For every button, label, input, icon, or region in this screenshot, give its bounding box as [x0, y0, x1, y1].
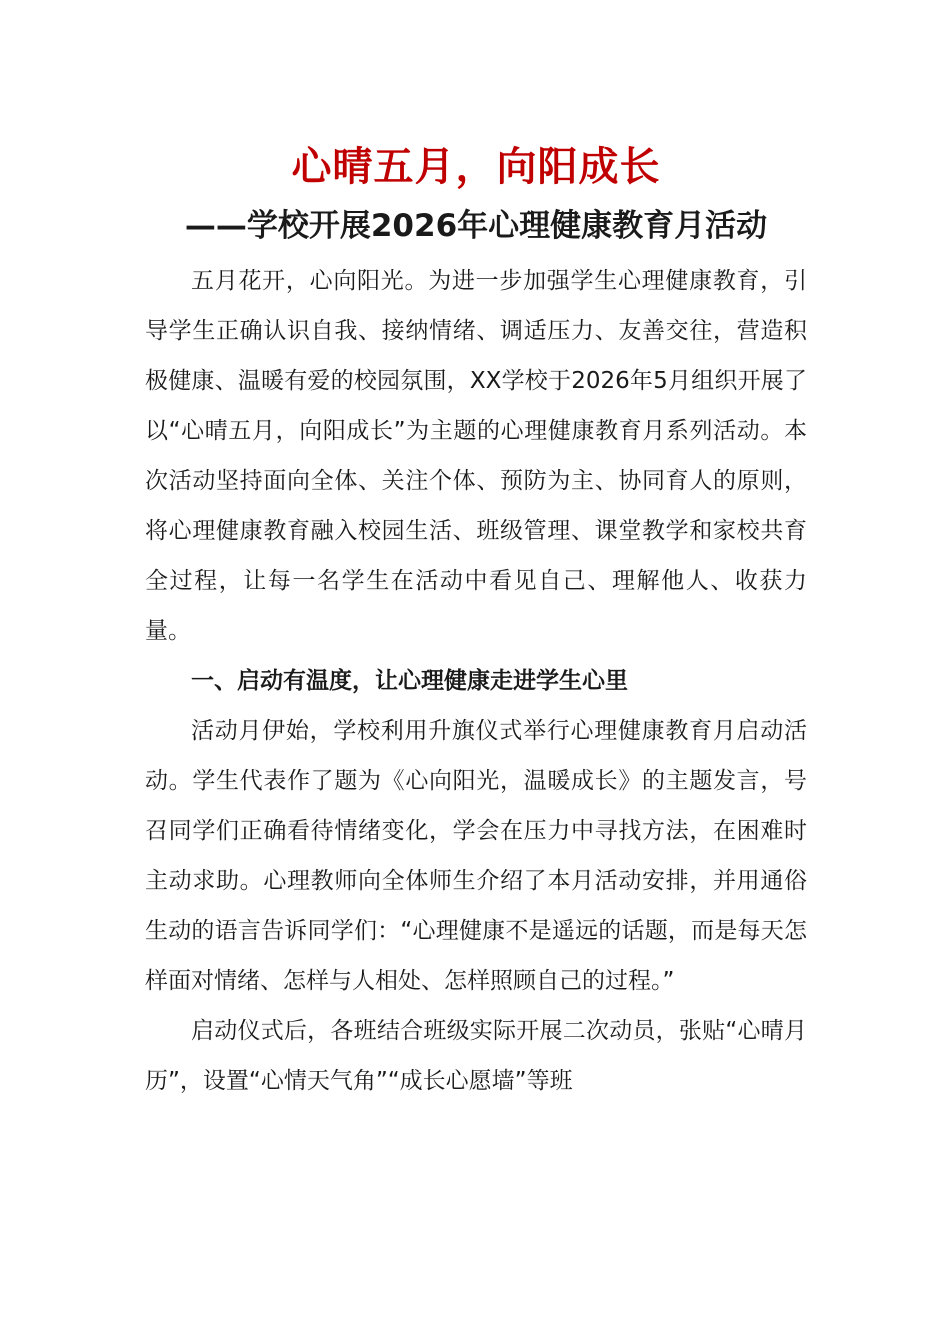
section-1-paragraph-2: 启动仪式后，各班结合班级实际开展二次动员，张贴“心晴月历”，设置“心情天气角”“成长心愿墙”等班 — [145, 1018, 807, 1094]
document-title: 心晴五月，向阳成长 — [291, 144, 661, 190]
section-1-heading: 一、启动有温度，让心理健康走进学生心里 — [191, 668, 628, 694]
document-subtitle: ——学校开展2026年心理健康教育月活动 — [184, 208, 768, 244]
intro-paragraph: 五月花开，心向阳光。为进一步加强学生心理健康教育，引导学生正确认识自我、接纳情绪、调适压力、友善交往，营造积极健康、温暖有爱的校园氛围，XX学校于2026年5月组织开展了以“心晴五月，向阳成长”为主题的心理健康教育月系列活动。本次活动坚持面向全体、关注个体、预防为主、协同育人的原则，将心理健康教育融入校园生活、班级管理、课堂教学和家校共育全过程，让每一名学生在活动中看见自己、理解他人、收获力量。 — [145, 268, 807, 644]
document-page — [145, 138, 807, 1106]
section-1-paragraph-1: 活动月伊始，学校利用升旗仪式举行心理健康教育月启动活动。学生代表作了题为《心向阳光，温暖成长》的主题发言，号召同学们正确看待情绪变化，学会在压力中寻找方法，在困难时主动求助。心理教师向全体师生介绍了本月活动安排，并用通俗生动的语言告诉同学们：“心理健康不是遥远的话题，而是每天怎样面对情绪、怎样与人相处、怎样照顾自己的过程。” — [145, 718, 807, 994]
